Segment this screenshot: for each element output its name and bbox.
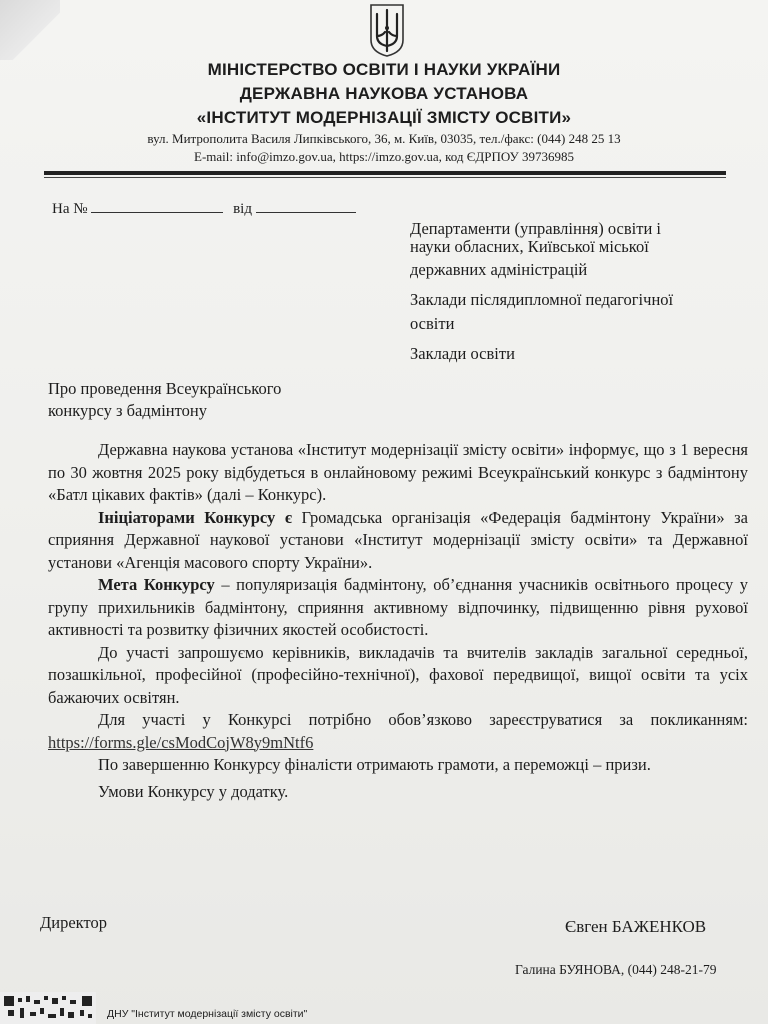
- header-divider-thick: [44, 171, 726, 175]
- initiators-text: Громадська організація «Федерація бадмінтону України» за сприяння Державної наукової установи «Інститут модернізації змісту освіти» та Державної установи «Агенція масового спорту України».: [48, 507, 748, 572]
- qr-code-icon: [0, 992, 96, 1024]
- signature-position: Директор: [40, 913, 107, 932]
- initiators-label: Ініціаторами Конкурсу є: [98, 507, 292, 527]
- address-line: вул. Митрополита Василя Липківського, 36, м. Київ, 03035, тел./факс: (044) 248 25 13: [147, 131, 621, 146]
- contacts-line: E-mail: info@imzo.gov.ua, https://imzo.gov.ua, код ЄДРПОУ 39736985: [194, 149, 574, 164]
- addressee-line: науки обласних, Київської міської: [410, 237, 649, 256]
- addressee-line: освіти: [410, 314, 455, 333]
- paragraph-invitation: До участі запрошуємо керівників, викладачів та вчителів закладів загальної середньої, позашкільної, професійної (професійно-технічної), фахової передвищої, вищої освіти та усіх бажаючих освітян.: [48, 642, 748, 707]
- paragraph-intro: Державна наукова установа «Інститут модернізації змісту освіти» інформує, що з 1 вересня по 30 жовтня 2025 року відбудеться в онлайновому режимі Всеукраїнський конкурс з бадмінтону «Батл цікавих фактів» (далі – Конкурс).: [48, 440, 748, 504]
- registration-text: Для участі у Конкурсі потрібно обов’язково зареєструватися за покликанням:: [98, 710, 748, 729]
- paragraph-conditions: Умови Конкурсу у додатку.: [98, 781, 289, 801]
- paragraph-awards: По завершенню Конкурсу фіналісти отримають грамоти, а переможці – призи.: [98, 755, 651, 774]
- addressee-line: Заклади післядипломної педагогічної: [410, 290, 674, 309]
- letter-body: [48, 439, 748, 803]
- header-divider-thin: [44, 177, 726, 178]
- addressee-line: державних адміністрацій: [410, 260, 588, 279]
- goal-label: Мета Конкурсу: [98, 575, 215, 594]
- coat-of-arms-icon: [368, 2, 406, 58]
- paragraph-goal: [48, 574, 748, 642]
- subject-line: Про проведення Всеукраїнського: [48, 379, 282, 398]
- institution-type: ДЕРЖАВНА НАУКОВА УСТАНОВА: [239, 84, 529, 103]
- institution-name: «ІНСТИТУТ МОДЕРНІЗАЦІЇ ЗМІСТУ ОСВІТИ»: [196, 108, 572, 127]
- paragraph-registration: [48, 709, 748, 754]
- addressee-line: Департаменти (управління) освіти і: [410, 219, 661, 238]
- footer-text: ДНУ "Інститут модернізації змісту освіти": [107, 1008, 308, 1020]
- goal-text: – популяризація бадмінтону, об’єднання учасників освітнього процесу у групу прихильників бадмінтону, сприяння активному відпочинку, підвищенню рівня рухової активності та розвитку фізичних якостей особистості.: [48, 575, 748, 639]
- page-fold-shadow: [0, 0, 60, 60]
- subject-line: конкурсу з бадмінтону: [48, 401, 207, 420]
- contact-person: Галина БУЯНОВА, (044) 248-21-79: [515, 962, 717, 977]
- date-blank: [256, 198, 356, 213]
- paragraph-initiators: [48, 507, 748, 575]
- number-label: На №: [52, 201, 88, 217]
- signature-name: Євген БАЖЕНКОВ: [565, 917, 707, 936]
- reference-line: [52, 196, 356, 222]
- number-blank: [91, 198, 223, 213]
- registration-link[interactable]: https://forms.gle/csModCojW8y9mNtf6: [48, 732, 314, 752]
- addressee-line: Заклади освіти: [410, 344, 515, 363]
- date-label: від: [233, 201, 252, 217]
- ministry-title: МІНІСТЕРСТВО ОСВІТИ І НАУКИ УКРАЇНИ: [207, 60, 561, 79]
